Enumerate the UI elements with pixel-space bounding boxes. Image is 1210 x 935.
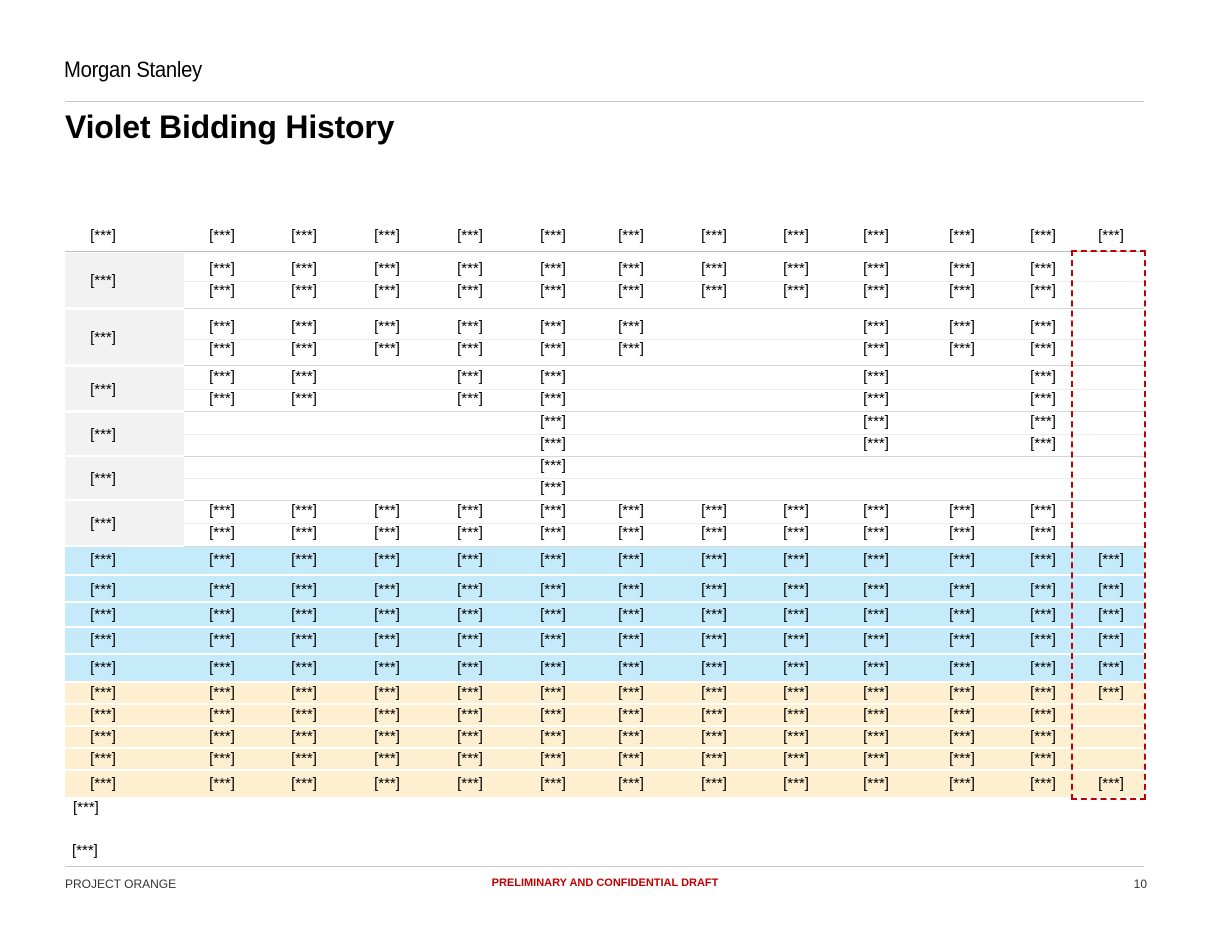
bid-value: [***] xyxy=(540,282,566,299)
page-title: Violet Bidding History xyxy=(65,109,395,145)
bid-value: [***] xyxy=(374,606,400,623)
bid-value: [***] xyxy=(457,340,483,357)
bid-value: [***] xyxy=(540,728,566,745)
row-label: [***] xyxy=(90,684,116,701)
bid-value: [***] xyxy=(783,551,809,568)
bid-value: [***] xyxy=(1030,260,1056,277)
column-header-label: [***] xyxy=(90,227,116,244)
bid-value: [***] xyxy=(457,282,483,299)
bid-value: [***] xyxy=(701,606,727,623)
bid-value: [***] xyxy=(209,750,235,767)
bid-value: [***] xyxy=(540,750,566,767)
column-header: [***] xyxy=(209,227,235,244)
footer-divider xyxy=(65,866,1144,867)
bid-value: [***] xyxy=(1030,435,1056,452)
bid-value: [***] xyxy=(783,260,809,277)
bid-value: [***] xyxy=(209,502,235,519)
bid-value: [***] xyxy=(1030,775,1056,792)
row-label: [***] xyxy=(90,606,116,623)
bid-value: [***] xyxy=(863,390,889,407)
bid-value: [***] xyxy=(457,260,483,277)
bid-value: [***] xyxy=(783,684,809,701)
group-label: [***] xyxy=(90,515,116,532)
bid-value: [***] xyxy=(374,750,400,767)
bid-value: [***] xyxy=(374,631,400,648)
row-label: [***] xyxy=(90,659,116,676)
highlight-box xyxy=(1071,250,1146,800)
column-header: [***] xyxy=(291,227,317,244)
bid-value: [***] xyxy=(863,368,889,385)
bid-value: [***] xyxy=(618,728,644,745)
row-divider xyxy=(184,500,1144,501)
bid-value: [***] xyxy=(618,684,644,701)
bid-value: [***] xyxy=(1098,606,1124,623)
bid-value: [***] xyxy=(291,318,317,335)
bid-value: [***] xyxy=(863,260,889,277)
bid-value: [***] xyxy=(540,606,566,623)
bid-value: [***] xyxy=(457,502,483,519)
bid-value: [***] xyxy=(863,318,889,335)
bid-value: [***] xyxy=(291,282,317,299)
bid-value: [***] xyxy=(374,684,400,701)
bid-value: [***] xyxy=(783,775,809,792)
bid-value: [***] xyxy=(783,606,809,623)
bid-value: [***] xyxy=(1030,606,1056,623)
bid-value: [***] xyxy=(291,502,317,519)
page-number: 10 xyxy=(1133,877,1147,891)
bid-value: [***] xyxy=(949,659,975,676)
row-label: [***] xyxy=(90,750,116,767)
bid-value: [***] xyxy=(949,524,975,541)
bid-value: [***] xyxy=(863,282,889,299)
bid-value: [***] xyxy=(701,684,727,701)
column-header: [***] xyxy=(1098,227,1124,244)
bid-value: [***] xyxy=(701,631,727,648)
bid-value: [***] xyxy=(618,524,644,541)
bid-value: [***] xyxy=(863,524,889,541)
bid-value: [***] xyxy=(1030,551,1056,568)
bid-value: [***] xyxy=(540,775,566,792)
bid-value: [***] xyxy=(863,340,889,357)
bid-value: [***] xyxy=(457,706,483,723)
bid-value: [***] xyxy=(374,524,400,541)
bid-value: [***] xyxy=(374,775,400,792)
bid-value: [***] xyxy=(1098,659,1124,676)
bid-value: [***] xyxy=(291,551,317,568)
bid-value: [***] xyxy=(540,524,566,541)
bid-value: [***] xyxy=(540,260,566,277)
bid-value: [***] xyxy=(863,606,889,623)
bid-value: [***] xyxy=(618,551,644,568)
bid-value: [***] xyxy=(1098,551,1124,568)
bid-value: [***] xyxy=(209,659,235,676)
bid-value: [***] xyxy=(949,502,975,519)
bid-value: [***] xyxy=(783,502,809,519)
bid-value: [***] xyxy=(209,606,235,623)
bid-value: [***] xyxy=(783,581,809,598)
bid-value: [***] xyxy=(618,750,644,767)
bid-value: [***] xyxy=(457,659,483,676)
footnote-2: [***] xyxy=(72,842,98,859)
bid-value: [***] xyxy=(540,457,566,474)
bid-value: [***] xyxy=(1030,750,1056,767)
column-header: [***] xyxy=(618,227,644,244)
bid-value: [***] xyxy=(1098,684,1124,701)
bid-value: [***] xyxy=(949,631,975,648)
bid-value: [***] xyxy=(457,750,483,767)
bid-value: [***] xyxy=(209,581,235,598)
bid-value: [***] xyxy=(863,775,889,792)
bid-value: [***] xyxy=(291,631,317,648)
bid-value: [***] xyxy=(209,684,235,701)
column-header: [***] xyxy=(374,227,400,244)
bid-value: [***] xyxy=(701,728,727,745)
bid-value: [***] xyxy=(701,260,727,277)
bid-value: [***] xyxy=(863,750,889,767)
column-header: [***] xyxy=(701,227,727,244)
bid-value: [***] xyxy=(457,551,483,568)
row-divider xyxy=(184,456,1144,457)
bid-value: [***] xyxy=(701,750,727,767)
bid-value: [***] xyxy=(701,581,727,598)
bid-value: [***] xyxy=(457,581,483,598)
column-header: [***] xyxy=(783,227,809,244)
bid-value: [***] xyxy=(618,659,644,676)
bid-value: [***] xyxy=(457,775,483,792)
bid-value: [***] xyxy=(374,706,400,723)
group-label: [***] xyxy=(90,381,116,398)
bid-value: [***] xyxy=(949,684,975,701)
bid-value: [***] xyxy=(949,581,975,598)
bid-value: [***] xyxy=(540,659,566,676)
bid-value: [***] xyxy=(1030,340,1056,357)
bid-value: [***] xyxy=(209,706,235,723)
bid-value: [***] xyxy=(291,340,317,357)
bid-value: [***] xyxy=(1030,524,1056,541)
sub-row-divider xyxy=(184,478,1144,479)
sub-row-divider xyxy=(184,434,1144,435)
bid-value: [***] xyxy=(618,282,644,299)
bid-value: [***] xyxy=(209,390,235,407)
bid-value: [***] xyxy=(540,340,566,357)
bid-value: [***] xyxy=(863,684,889,701)
bid-value: [***] xyxy=(949,551,975,568)
bid-value: [***] xyxy=(374,318,400,335)
bid-value: [***] xyxy=(540,581,566,598)
bid-value: [***] xyxy=(618,631,644,648)
bid-value: [***] xyxy=(701,502,727,519)
bid-value: [***] xyxy=(209,551,235,568)
bid-value: [***] xyxy=(1098,775,1124,792)
bid-value: [***] xyxy=(291,368,317,385)
row-divider xyxy=(184,411,1144,412)
bid-value: [***] xyxy=(618,260,644,277)
bid-value: [***] xyxy=(701,282,727,299)
row-label: [***] xyxy=(90,728,116,745)
bid-value: [***] xyxy=(540,368,566,385)
row-label: [***] xyxy=(90,775,116,792)
bid-value: [***] xyxy=(457,684,483,701)
bid-value: [***] xyxy=(1098,581,1124,598)
bid-value: [***] xyxy=(209,631,235,648)
bid-value: [***] xyxy=(949,706,975,723)
bid-value: [***] xyxy=(457,390,483,407)
bid-value: [***] xyxy=(374,340,400,357)
bid-value: [***] xyxy=(863,551,889,568)
bid-value: [***] xyxy=(949,260,975,277)
column-header: [***] xyxy=(949,227,975,244)
bid-value: [***] xyxy=(701,659,727,676)
bid-value: [***] xyxy=(209,318,235,335)
bid-value: [***] xyxy=(1030,631,1056,648)
bid-value: [***] xyxy=(374,260,400,277)
bid-value: [***] xyxy=(540,479,566,496)
bid-value: [***] xyxy=(701,775,727,792)
bid-value: [***] xyxy=(783,282,809,299)
bid-value: [***] xyxy=(863,631,889,648)
bid-value: [***] xyxy=(457,368,483,385)
column-header: [***] xyxy=(457,227,483,244)
bid-value: [***] xyxy=(783,524,809,541)
row-label: [***] xyxy=(90,631,116,648)
bid-value: [***] xyxy=(1030,728,1056,745)
bid-value: [***] xyxy=(863,659,889,676)
bid-value: [***] xyxy=(1030,413,1056,430)
bid-value: [***] xyxy=(209,260,235,277)
bid-value: [***] xyxy=(457,728,483,745)
bid-value: [***] xyxy=(1030,368,1056,385)
bid-value: [***] xyxy=(1030,502,1056,519)
bid-value: [***] xyxy=(618,318,644,335)
row-divider xyxy=(184,365,1144,366)
bid-value: [***] xyxy=(291,684,317,701)
bid-value: [***] xyxy=(618,706,644,723)
bid-value: [***] xyxy=(540,684,566,701)
bid-value: [***] xyxy=(540,390,566,407)
bid-value: [***] xyxy=(457,524,483,541)
bid-value: [***] xyxy=(1030,659,1056,676)
group-label: [***] xyxy=(90,329,116,346)
column-header: [***] xyxy=(540,227,566,244)
bid-value: [***] xyxy=(209,368,235,385)
bid-value: [***] xyxy=(1030,282,1056,299)
bid-value: [***] xyxy=(949,606,975,623)
row-divider xyxy=(184,308,1144,309)
bid-value: [***] xyxy=(457,606,483,623)
bid-value: [***] xyxy=(291,728,317,745)
bid-value: [***] xyxy=(374,728,400,745)
bid-value: [***] xyxy=(540,413,566,430)
bid-value: [***] xyxy=(209,728,235,745)
bid-value: [***] xyxy=(1030,318,1056,335)
bid-value: [***] xyxy=(701,524,727,541)
bid-value: [***] xyxy=(618,502,644,519)
bid-value: [***] xyxy=(291,750,317,767)
bid-value: [***] xyxy=(1030,684,1056,701)
column-header: [***] xyxy=(1030,227,1056,244)
bid-value: [***] xyxy=(540,551,566,568)
bid-value: [***] xyxy=(374,659,400,676)
footer-confidential-label: PRELIMINARY AND CONFIDENTIAL DRAFT xyxy=(491,877,719,889)
bid-value: [***] xyxy=(540,435,566,452)
bid-value: [***] xyxy=(291,581,317,598)
bid-value: [***] xyxy=(291,659,317,676)
bid-value: [***] xyxy=(618,340,644,357)
row-label: [***] xyxy=(90,551,116,568)
bid-value: [***] xyxy=(949,775,975,792)
bid-value: [***] xyxy=(783,728,809,745)
bid-value: [***] xyxy=(783,659,809,676)
bid-value: [***] xyxy=(949,282,975,299)
bid-value: [***] xyxy=(291,706,317,723)
bid-value: [***] xyxy=(863,435,889,452)
bid-value: [***] xyxy=(618,606,644,623)
bid-value: [***] xyxy=(291,524,317,541)
bid-value: [***] xyxy=(291,390,317,407)
bid-value: [***] xyxy=(374,282,400,299)
bid-value: [***] xyxy=(949,340,975,357)
bid-value: [***] xyxy=(618,581,644,598)
bid-value: [***] xyxy=(701,706,727,723)
group-label: [***] xyxy=(90,272,116,289)
bid-value: [***] xyxy=(209,524,235,541)
bid-value: [***] xyxy=(863,581,889,598)
row-label: [***] xyxy=(90,581,116,598)
bid-value: [***] xyxy=(1030,390,1056,407)
bid-value: [***] xyxy=(1030,581,1056,598)
bid-value: [***] xyxy=(540,318,566,335)
bid-value: [***] xyxy=(1030,706,1056,723)
bid-value: [***] xyxy=(540,706,566,723)
bid-value: [***] xyxy=(863,706,889,723)
header-rule xyxy=(65,251,1144,252)
bid-value: [***] xyxy=(540,631,566,648)
group-label: [***] xyxy=(90,470,116,487)
bid-value: [***] xyxy=(863,728,889,745)
bid-value: [***] xyxy=(863,413,889,430)
row-label: [***] xyxy=(90,706,116,723)
bid-value: [***] xyxy=(209,282,235,299)
bid-value: [***] xyxy=(209,340,235,357)
bid-value: [***] xyxy=(291,775,317,792)
bid-value: [***] xyxy=(783,750,809,767)
bid-value: [***] xyxy=(209,775,235,792)
bid-value: [***] xyxy=(783,706,809,723)
bid-value: [***] xyxy=(457,631,483,648)
footer-project-name: PROJECT ORANGE xyxy=(65,877,177,891)
bid-value: [***] xyxy=(457,318,483,335)
group-label: [***] xyxy=(90,426,116,443)
bid-value: [***] xyxy=(374,551,400,568)
morgan-stanley-logo: Morgan Stanley xyxy=(64,57,202,82)
bid-value: [***] xyxy=(1098,631,1124,648)
bid-value: [***] xyxy=(949,318,975,335)
bid-value: [***] xyxy=(701,551,727,568)
footnote-1: [***] xyxy=(73,799,99,816)
bid-value: [***] xyxy=(949,728,975,745)
bid-value: [***] xyxy=(783,631,809,648)
bid-value: [***] xyxy=(374,581,400,598)
bid-value: [***] xyxy=(863,502,889,519)
bid-value: [***] xyxy=(291,606,317,623)
bid-value: [***] xyxy=(374,502,400,519)
bid-value: [***] xyxy=(291,260,317,277)
bid-value: [***] xyxy=(618,775,644,792)
bid-value: [***] xyxy=(540,502,566,519)
column-header: [***] xyxy=(863,227,889,244)
bid-value: [***] xyxy=(949,750,975,767)
